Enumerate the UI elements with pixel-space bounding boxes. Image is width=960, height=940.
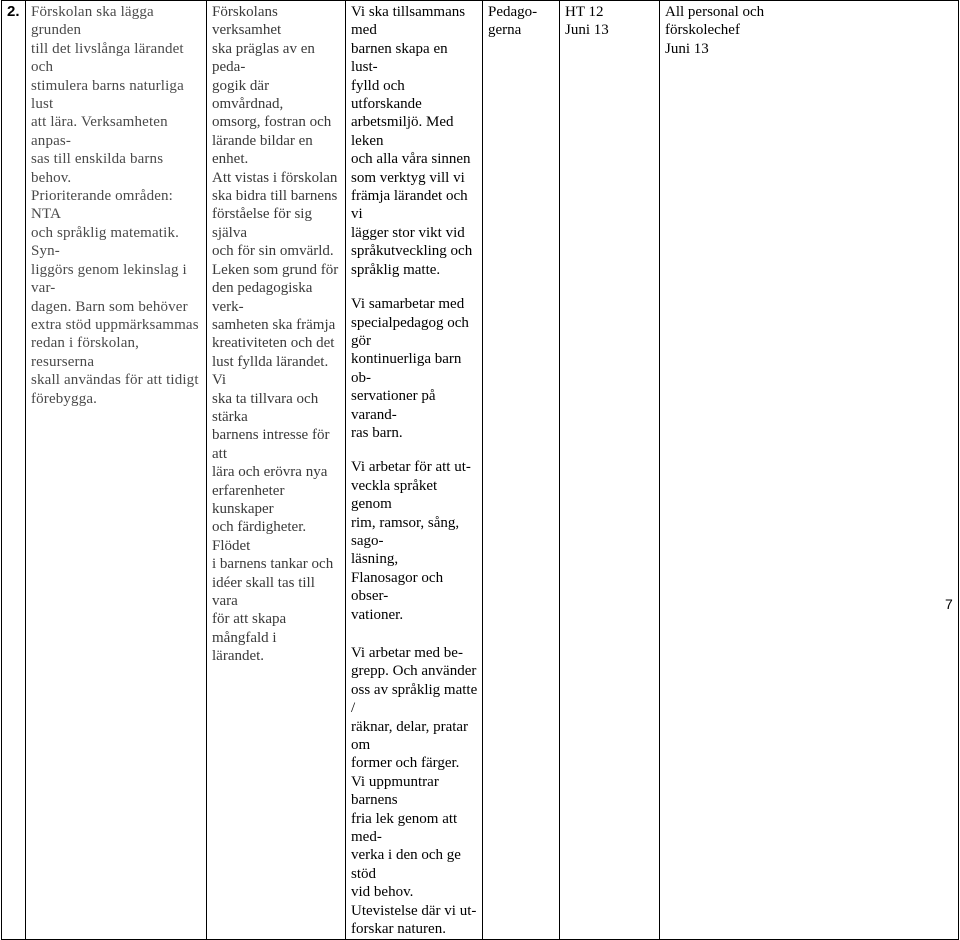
why-cell [207, 1, 346, 940]
when-text: HT 12 Juni 13 [565, 4, 609, 39]
table-row [2, 1, 959, 940]
goal-cell [26, 1, 207, 940]
who-text: Pedago- gerna [488, 4, 538, 39]
responsible-text: All personal och förskolechef Juni 13 [665, 4, 765, 57]
how-cell [346, 1, 483, 940]
who-cell [483, 1, 560, 940]
how-paragraph-3: Vi arbetar för att ut- veckla språket genom rim, ramsor, sång, sago- läsning, Flanosagor och obser- vationer. [351, 459, 471, 623]
how-paragraph-2: Vi samarbetar med specialpedagog och gör kontinuerliga barn ob- servationer på varand- ras barn. [351, 296, 469, 441]
when-cell [560, 1, 660, 940]
how-paragraph-4: Vi arbetar med be- grepp. Och använder oss av språklig matte / räknar, delar, pratar om former och färger. Vi uppmuntrar barnens fria lek genom att med- verka i den och ge stöd vid behov. Utevistelse där vi ut- forskar naturen. [351, 645, 478, 938]
responsible-cell [660, 1, 959, 940]
goal-text: Förskolan ska lägga grunden till det livslånga lärandet och stimulera barns naturliga lust att lära. Verksamheten anpas- sas till enskilda barns behov. Prioriterande områden: NTA och språklig matematik. Syn- liggörs genom lekinslag i var- dagen. Barn som behöver extra stöd uppmärksammas redan i förskolan, resurserna skall användas för att tidigt förebygga. [31, 4, 199, 407]
row-number-text: 2. [7, 3, 20, 20]
plan-table [1, 0, 959, 940]
page-number: 7 [945, 596, 953, 612]
how-paragraph-1: Vi ska tillsammans med barnen skapa en lust- fylld och utforskande arbetsmiljö. Med leken och alla våra sinnen som verktyg vill vi främja lärandet och vi lägger stor vikt vid språkutveckling och språklig matte. [351, 4, 473, 278]
why-text: Förskolans verksamhet ska präglas av en peda- gogik där omvårdnad, omsorg, fostran och lärande bildar en enhet. Att vistas i förskolan ska bidra till barnens förståelse för sig själva och för sin omvärld. Leken som grund för den pedagogiska verk- samheten ska främja kreativiteten och det lust fyllda lärandet. Vi ska ta tillvara och stärka barnens intresse för att lära och erövra nya erfarenheter kunskaper och färdigheter. Flödet i barnens tankar och idéer skall tas till vara för att skapa mångfald i lärandet. [212, 4, 339, 665]
row-number [2, 1, 26, 940]
